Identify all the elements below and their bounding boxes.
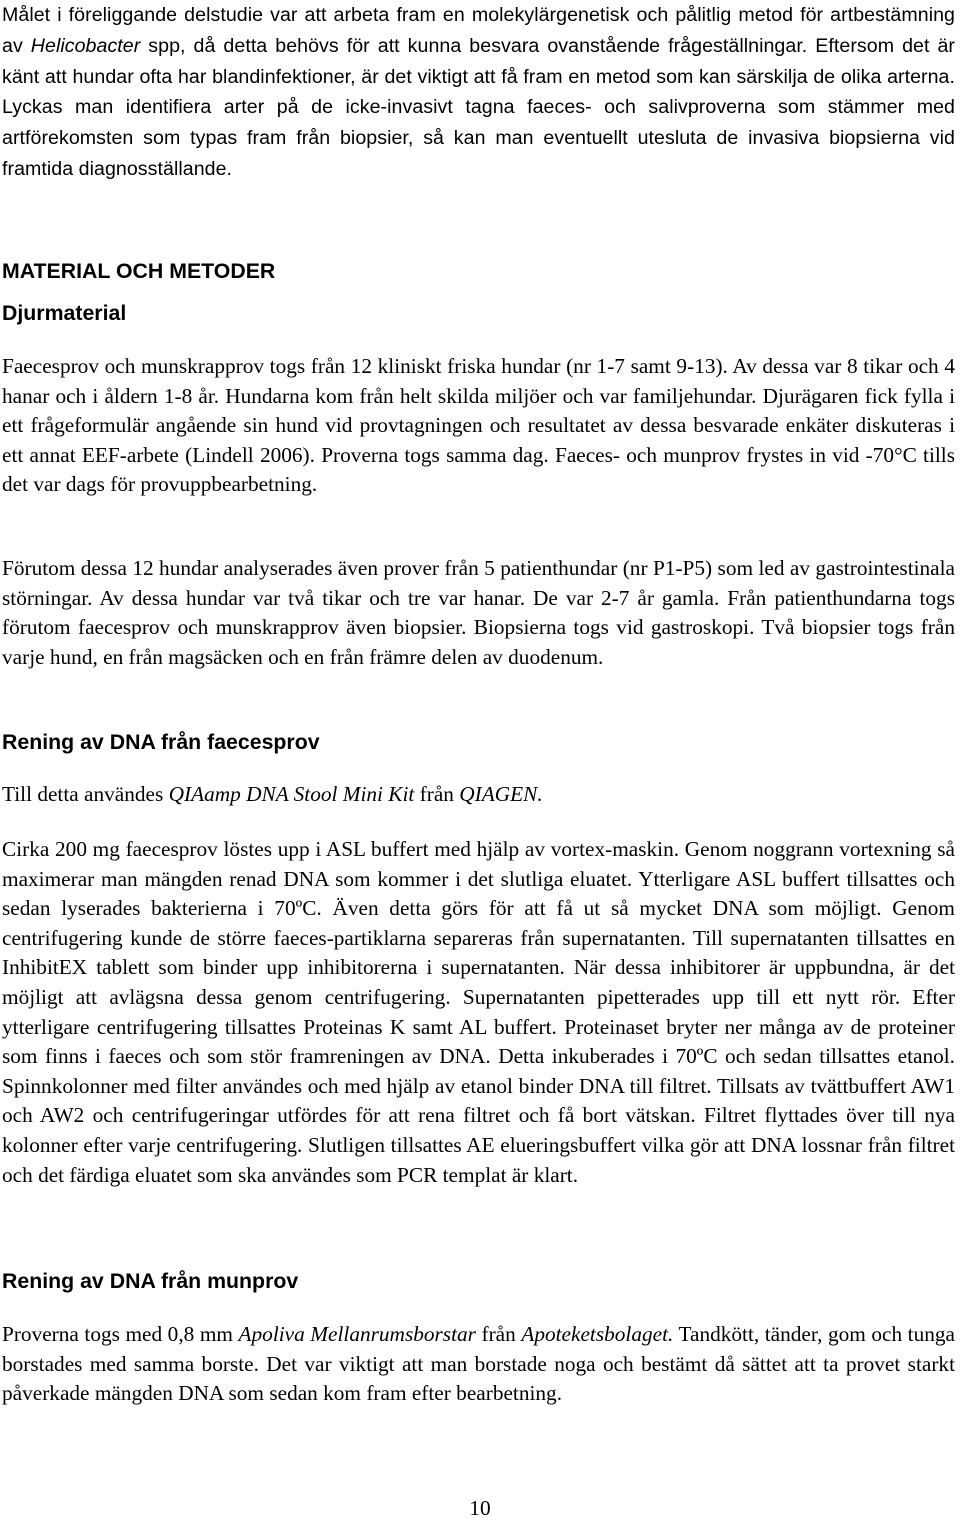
munprov-heading: Rening av DNA från munprov (2, 1269, 299, 1293)
kit-vendor: QIAGEN. (459, 782, 543, 806)
faeces-kit-paragraph (2, 780, 955, 810)
djurmaterial-paragraph-2: Förutom dessa 12 hundar analyserades även prover från 5 patienthundar (nr P1-P5) som led av gastrointestinala störningar. Av dessa hundar var två tikar och tre var hanar. De var 2-7 år gamla. Från patienthundarna togs förutom faecesprov och munskrapprov även biopsier. Biopsierna togs vid gastroskopi. Två biopsier togs från varje hund, en från magsäcken och en från främre delen av duodenum. (2, 556, 955, 669)
djurmaterial-paragraph-1: Faecesprov och munskrapprov togs från 12 kliniskt friska hundar (nr 1-7 samt 9-13). Av dessa var 8 tikar och 4 hanar och i åldern 1-8 år. Hundarna kom från helt skilda miljöer och var familjehundar. Djurägaren fick fylla i ett frågeformulär angående sin hund vid provtagningen och resultatet av dessa besvarade enkäter diskuteras i ett annat EEF-arbete (Lindell 2006). Proverna togs samma dag. Faeces- och munprov frystes in vid -70°C tills det var dags för provuppbearbetning. (2, 354, 955, 497)
kit-name: QIAamp DNA Stool Mini Kit (168, 782, 415, 806)
page-number: 10 (469, 1496, 491, 1520)
munprov-mid: från (475, 1322, 522, 1346)
genus-name: Helicobacter (30, 34, 141, 57)
intro-text-2: spp, då detta behövs för att kunna besvara ovanstående frågeställningar. Eftersom det är känt att hundar ofta har blandinfektioner, är det viktigt att få fram en metod som kan särskilja de olika arterna. (2, 34, 955, 88)
brush-name: Apoliva Mellanrumsborstar (238, 1322, 476, 1346)
munprov-paragraph (2, 1320, 955, 1409)
munprov-rest: Tandkött, tänder, gom och tunga borstades med samma borste. Det var viktigt att man borstade noga och bestämt då sättet att ta provet starkt påverkade mängden DNA som sedan kom fram efter bearbetning. (2, 1322, 955, 1406)
faeces-heading: Rening av DNA från faecesprov (2, 730, 320, 754)
intro-text-3: Lyckas man identifiera arter på de icke-invasivt tagna faeces- och salivproverna som stämmer med artförekomsten som typas fram från biopsier, så kan man eventuellt utesluta de invasiva biopsierna vid framtida diagnosställande. (2, 96, 955, 180)
djurmaterial-heading: Djurmaterial (2, 301, 127, 325)
munprov-prefix: Proverna togs med 0,8 mm (2, 1322, 239, 1346)
faeces-method-paragraph: Cirka 200 mg faecesprov löstes upp i ASL buffert med hjälp av vortex-maskin. Genom noggrann vortexning så maximerar man mängden renad DNA som kommer i det slutliga eluatet. Ytterligare ASL buffert tillsattes och sedan lyserades bakterierna i 70ºC. Även detta görs för att få ut så mycket DNA som möjligt. Genom centrifugering kunde de större faeces-partiklarna separeras från supernatanten. Till supernatanten tillsattes en InhibitEX tablett som binder upp inhibitorerna i supernatanten. När dessa inhibitorer är uppbundna, är det möjligt att avlägsna dessa genom centrifugering. Supernatanten pipetterades upp till ett nytt rör. Efter ytterligare centrifugering tillsattes Proteinas K samt AL buffert. Proteinaset bryter ner många av de proteiner som finns i faeces och som stör framreningen av DNA. Detta inkuberades i 70ºC och sedan tillsattes etanol. Spinnkolonner med filter användes och med hjälp av etanol binder DNA till filtret. Tillsats av tvättbuffert AW1 och AW2 och centrifugeringar utfördes för att rena filtret och få bort vätskan. Filtret flyttades över till nya kolonner efter varje centrifugering. Slutligen tillsattes AE elueringsbuffert vilka gör att DNA lossnar från filtret och det färdiga eluatet som ska användes som PCR templat är klart. (2, 837, 955, 1187)
kit-mid: från (414, 782, 460, 806)
kit-prefix: Till detta användes (2, 782, 169, 806)
section-heading: MATERIAL OCH METODER (2, 259, 276, 283)
intro-paragraph (2, 0, 955, 185)
intro-text-1: Målet i föreliggande delstudie var att arbeta fram en molekylärgenetisk och pålitlig metod för artbestämning av (2, 4, 955, 57)
supplier-name: Apoteketsbolaget. (521, 1322, 674, 1346)
